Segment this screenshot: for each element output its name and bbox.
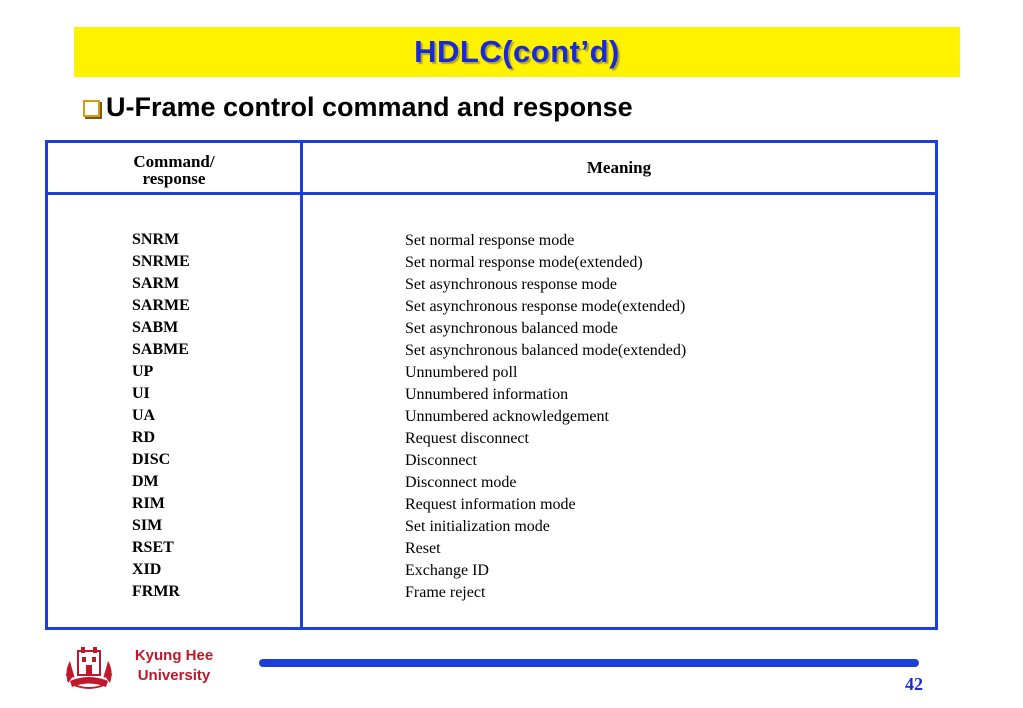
command-item: SNRME [132,253,190,270]
meaning-item: Set asynchronous response mode [405,276,617,293]
meaning-item: Set asynchronous balanced mode [405,320,618,337]
meaning-item: Request disconnect [405,430,529,447]
meaning-item: Set asynchronous response mode(extended) [405,298,686,315]
checkbox-bullet-icon [83,100,100,117]
header-meaning: Meaning [586,158,652,177]
command-item: SIM [132,517,163,534]
command-item: XID [132,561,162,578]
university-name-line1: Kyung Hee [134,647,214,664]
header-divider [48,192,935,195]
slide-title: HDLC(cont’d) [414,34,620,69]
meaning-item: Set asynchronous balanced mode(extended) [405,342,687,359]
uframe-table [45,140,938,630]
header-command-line2: response [142,169,206,188]
university-name [118,646,230,686]
title-bar [74,27,960,77]
meaning-item: Set initialization mode [405,518,550,535]
meaning-list [405,230,686,604]
meaning-item: Set normal response mode(extended) [405,254,643,271]
page-number: 42 [905,674,923,694]
command-item: FRMR [132,583,180,600]
command-item: RIM [132,495,165,512]
meaning-item: Unnumbered poll [405,364,518,381]
header-command-line1: Command/ [133,152,215,171]
meaning-item: Disconnect mode [405,474,517,491]
meaning-item: Set normal response mode [405,232,575,249]
meaning-item: Reset [405,540,441,557]
meaning-item: Request information mode [405,496,576,513]
command-item: SABME [132,341,189,358]
bullet-heading [83,90,633,124]
university-name-line2: University [137,667,211,684]
command-list [132,229,190,603]
command-item: SARME [132,297,190,314]
command-item: RSET [132,539,174,556]
command-item: UA [132,407,156,424]
command-item: UI [132,385,150,402]
meaning-item: Exchange ID [405,562,489,579]
command-item: SABM [132,319,179,336]
header-command [48,153,300,187]
command-item: SNRM [132,231,180,248]
command-item: SARM [132,275,180,292]
meaning-item: Unnumbered acknowledgement [405,408,609,425]
column-divider [300,143,303,627]
command-item: RD [132,429,156,446]
command-item: UP [132,363,154,380]
university-emblem-icon [62,643,116,693]
meaning-item: Disconnect [405,452,477,469]
bullet-text: U-Frame control command and response [106,91,633,122]
meaning-item: Frame reject [405,584,486,601]
meaning-item: Unnumbered information [405,386,569,403]
command-item: DM [132,473,159,490]
command-item: DISC [132,451,171,468]
footer-bar [259,659,919,667]
